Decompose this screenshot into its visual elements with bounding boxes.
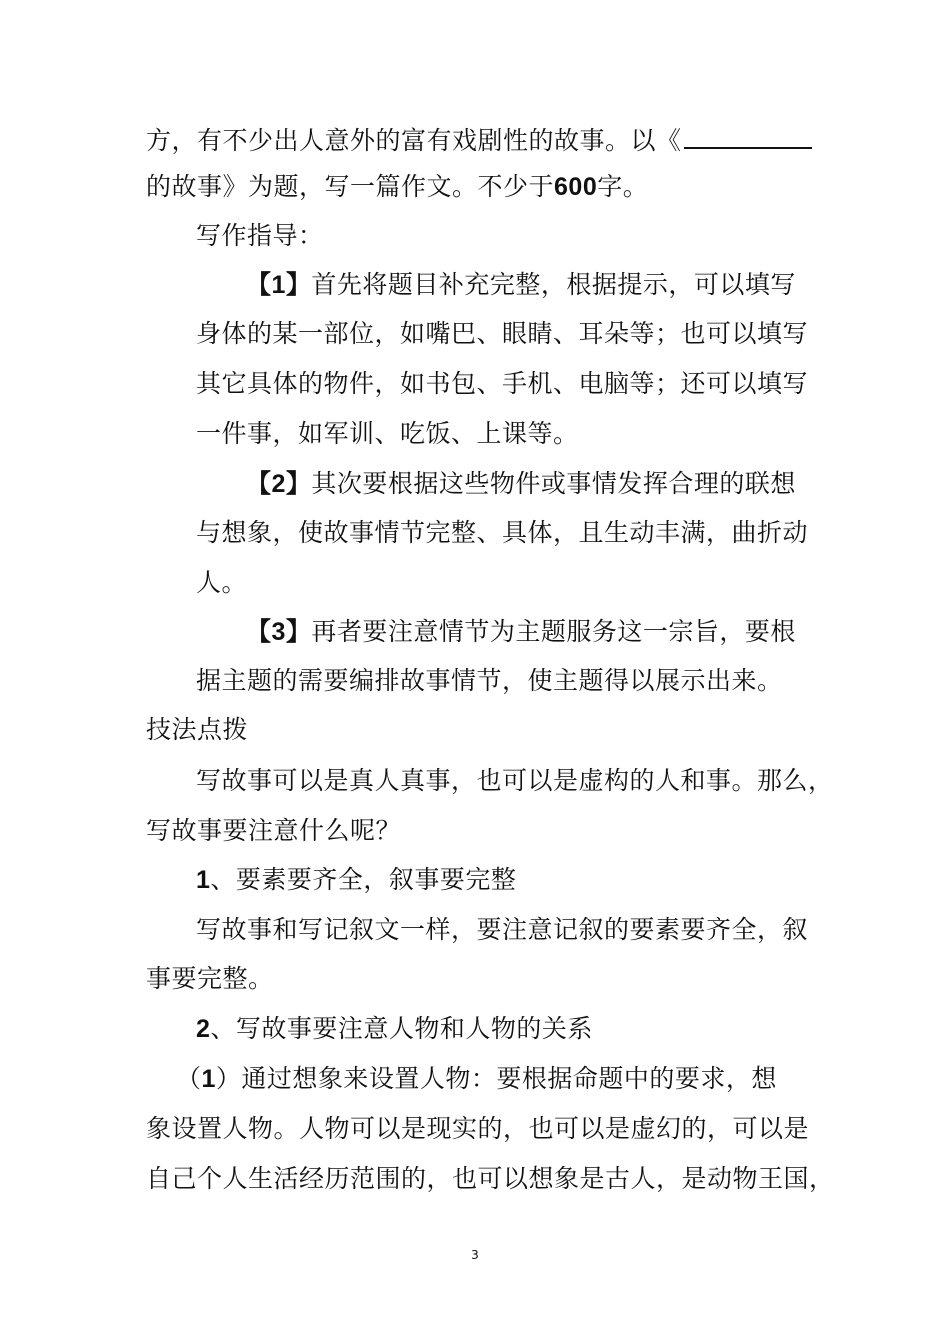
word-count: 600 xyxy=(554,173,598,201)
text-span: 、要素要齐全，叙事要完整 xyxy=(210,865,517,894)
text-line: 事要完整。 xyxy=(146,964,274,993)
text-line: 人。 xyxy=(196,568,248,597)
item-marker: 【2】 xyxy=(246,470,312,498)
text-line: 象设置人物。人物可以是现实的，也可以是虚幻的，可以是 xyxy=(146,1114,810,1143)
subheading-number: 2 xyxy=(196,1015,211,1043)
text-line: 与想象，使故事情节完整、具体，且生动丰满，曲折动 xyxy=(196,518,809,547)
section-heading: 技法点拨 xyxy=(146,715,249,744)
subheading-number: 1 xyxy=(196,866,211,894)
text-line: 据主题的需要编排故事情节，使主题得以展示出来。 xyxy=(196,666,783,695)
text-line xyxy=(146,170,648,204)
text-line: 自己个人生活经历范围的，也可以想象是古人，是动物王国， xyxy=(146,1164,835,1193)
text-line: 写故事可以是真人真事，也可以是虚构的人和事。那么， xyxy=(196,766,834,795)
text-span: 方，有不少出人意外的富有戏剧性的故事。以《 xyxy=(146,126,682,155)
text-span: ）通过想象来设置人物：要根据命题中的要求，想 xyxy=(215,1064,777,1093)
text-line: 一件事，如军训、吃饭、上课等。 xyxy=(196,419,579,448)
text-line: 写故事要注意什么呢？ xyxy=(146,816,402,845)
text-span: 再者要注意情节为主题服务这一宗旨，要根 xyxy=(311,617,796,646)
item-marker: 【3】 xyxy=(246,618,312,646)
text-span: 其次要根据这些物件或事情发挥合理的联想 xyxy=(311,469,796,498)
item-number: 1 xyxy=(201,1065,216,1093)
subheading xyxy=(196,1012,593,1046)
text-line xyxy=(246,268,796,302)
text-span: 首先将题目补充完整，根据提示，可以填写 xyxy=(311,270,796,299)
text-line: 其它具体的物件，如书包、手机、电脑等；还可以填写 xyxy=(196,369,809,398)
subheading xyxy=(196,863,516,897)
text-span: 的故事》为题，写一篇作文。不少于 xyxy=(146,172,555,201)
text-line: 身体的某一部位，如嘴巴、眼睛、耳朵等；也可以填写 xyxy=(196,319,809,348)
text-line: 写故事和写记叙文一样，要注意记叙的要素要齐全，叙 xyxy=(196,915,809,944)
text-line xyxy=(246,615,796,649)
text-line xyxy=(146,121,812,158)
text-span: 字。 xyxy=(597,172,649,201)
text-span: 、写故事要注意人物和人物的关系 xyxy=(210,1014,593,1043)
item-marker: 【1】 xyxy=(246,271,312,299)
text-span: （ xyxy=(176,1064,202,1093)
text-line xyxy=(176,1062,777,1096)
page-number: 3 xyxy=(471,1248,479,1262)
fill-in-blank xyxy=(684,121,812,149)
text-line xyxy=(246,467,796,501)
section-heading: 写作指导： xyxy=(196,221,324,250)
